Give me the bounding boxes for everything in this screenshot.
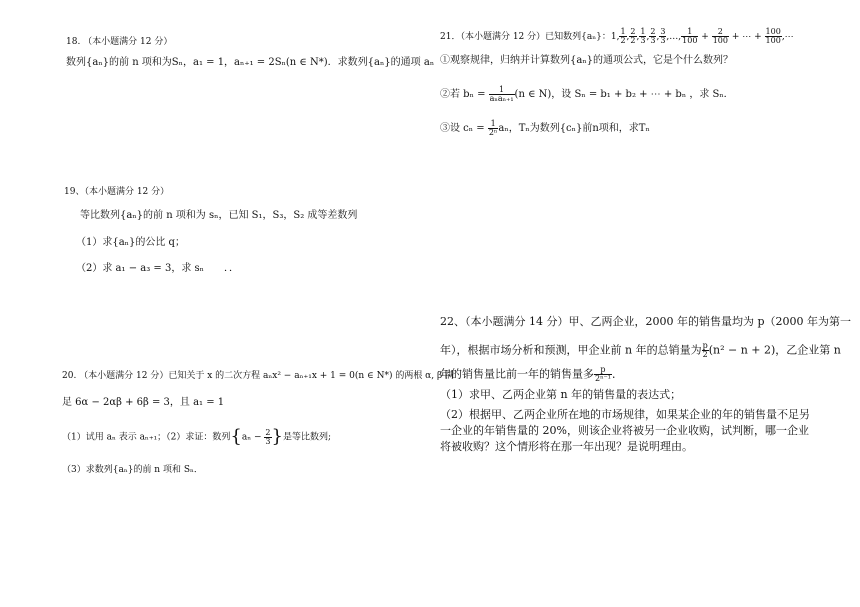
- q22-text: 22、（本小题满分 14 分）甲、乙两企业，2000 年的销售量均为 p（2000 年为第一: [440, 315, 852, 328]
- q20-text: 20. （本小题满分 12 分）已知关于 x 的二次方程 aₙx² − aₙ₊₁x + 1 = 0(n ∈ N*) 的两根 α, β 满: [62, 371, 455, 381]
- left-brace-icon: {: [230, 426, 242, 447]
- q21-item3-fraction: $\frac{1}{\text{2ⁿ}}$: [488, 119, 498, 137]
- q20-parts-b: aₙ −: [241, 432, 265, 443]
- q21-item3: ③设 cₙ = $\frac{1}{\text{2ⁿ}}$ aₙ，Tₙ为数列{cₙ}前n项和，求Tₙ: [440, 119, 650, 137]
- q21-header-text: 21．（本小题满分 12 分）已知数列{aₙ}：1,: [440, 32, 620, 42]
- q21-header: 21．（本小题满分 12 分）已知数列{aₙ}：1, $\frac{1}{2}$ , $\frac{2}{2}$ , $\frac{1}{3}$ , $\frac{2}{3}$ , $\frac{3}{3}$ ,…, $\frac{1}{100}$ + $\frac{2}{100}$ + ⋯ + $\frac{100}{100}$ ,⋯: [440, 27, 794, 45]
- q22-part1: （1）求甲、乙两企业第 n 年的销售量的表达式；: [440, 388, 682, 401]
- q18-text: 数列{aₙ}的前 n 项和为Sₙ，a₁ = 1，aₙ₊₁ = 2Sₙ(n ∈ N*)．求数列{aₙ}的通项 aₙ: [66, 57, 435, 68]
- q19-part1: （1）求{aₙ}的公比 q；: [76, 237, 185, 248]
- q22-fraction-1: $\frac{p}{2}$: [702, 341, 708, 359]
- q22-fraction-2: $\frac{p}{\text{2ⁿ⁻¹}}$: [595, 365, 611, 383]
- q21-item1: ①观察规律，归纳并计算数列{aₙ}的通项公式，它是个什么数列？: [440, 55, 734, 66]
- q18-header: 18. （本小题满分 12 分）: [66, 37, 173, 47]
- right-brace-icon: }: [271, 426, 283, 447]
- q20-fraction: $\frac{2}{3}$: [265, 427, 271, 446]
- q21-item2: ②若 bₙ = 1 aₙaₙ₊₁ (n ∈ N)，设 Sₙ = b₁ + b₂ + ⋯ + bₙ ，求 Sₙ．: [440, 85, 734, 103]
- q22-line3: 年的销售量比前一年的销售量多 $\frac{p}{\text{2ⁿ⁻¹}}$ ．: [440, 365, 623, 383]
- q22-part2: （2）根据甲、乙两企业所在地的市场规律，如果某企业的年的销售量不足另一企业的年销售量的 20%，则该企业将被另一企业收购，试判断，哪一企业将被收购？这个情形将在那一年出现？是说明理由。: [440, 408, 810, 453]
- q22-line2: 年），根据市场分析和预测，甲企业前 n 年的总销量为 $\frac{p}{2}$ (n² − n + 2)，乙企业第 n: [440, 341, 841, 359]
- q20-part3: （3）求数列{aₙ}的前 n 项和 Sₙ．: [62, 465, 203, 475]
- q19-text: 等比数列{aₙ}的前 n 项和为 sₙ，已知 S₁，S₃，S₂ 成等差数列: [80, 210, 358, 221]
- q20-condition: 足 6α − 2αβ + 6β = 3，且 a₁ = 1: [62, 397, 225, 408]
- q20-parts-c: 是等比数列;: [282, 432, 331, 443]
- q20-parts: [62, 428, 331, 446]
- q19-part2: （2）求 a₁ − a₃ = 3，求 sₙ ．．: [76, 263, 239, 274]
- q21-item2-fraction: 1 aₙaₙ₊₁: [489, 85, 514, 103]
- q19-header: 19、（本小题满分 12 分）: [64, 187, 170, 197]
- q20-parts-a: （1）试用 aₙ 表示 aₙ₊₁；（2）求证：数列: [62, 432, 231, 443]
